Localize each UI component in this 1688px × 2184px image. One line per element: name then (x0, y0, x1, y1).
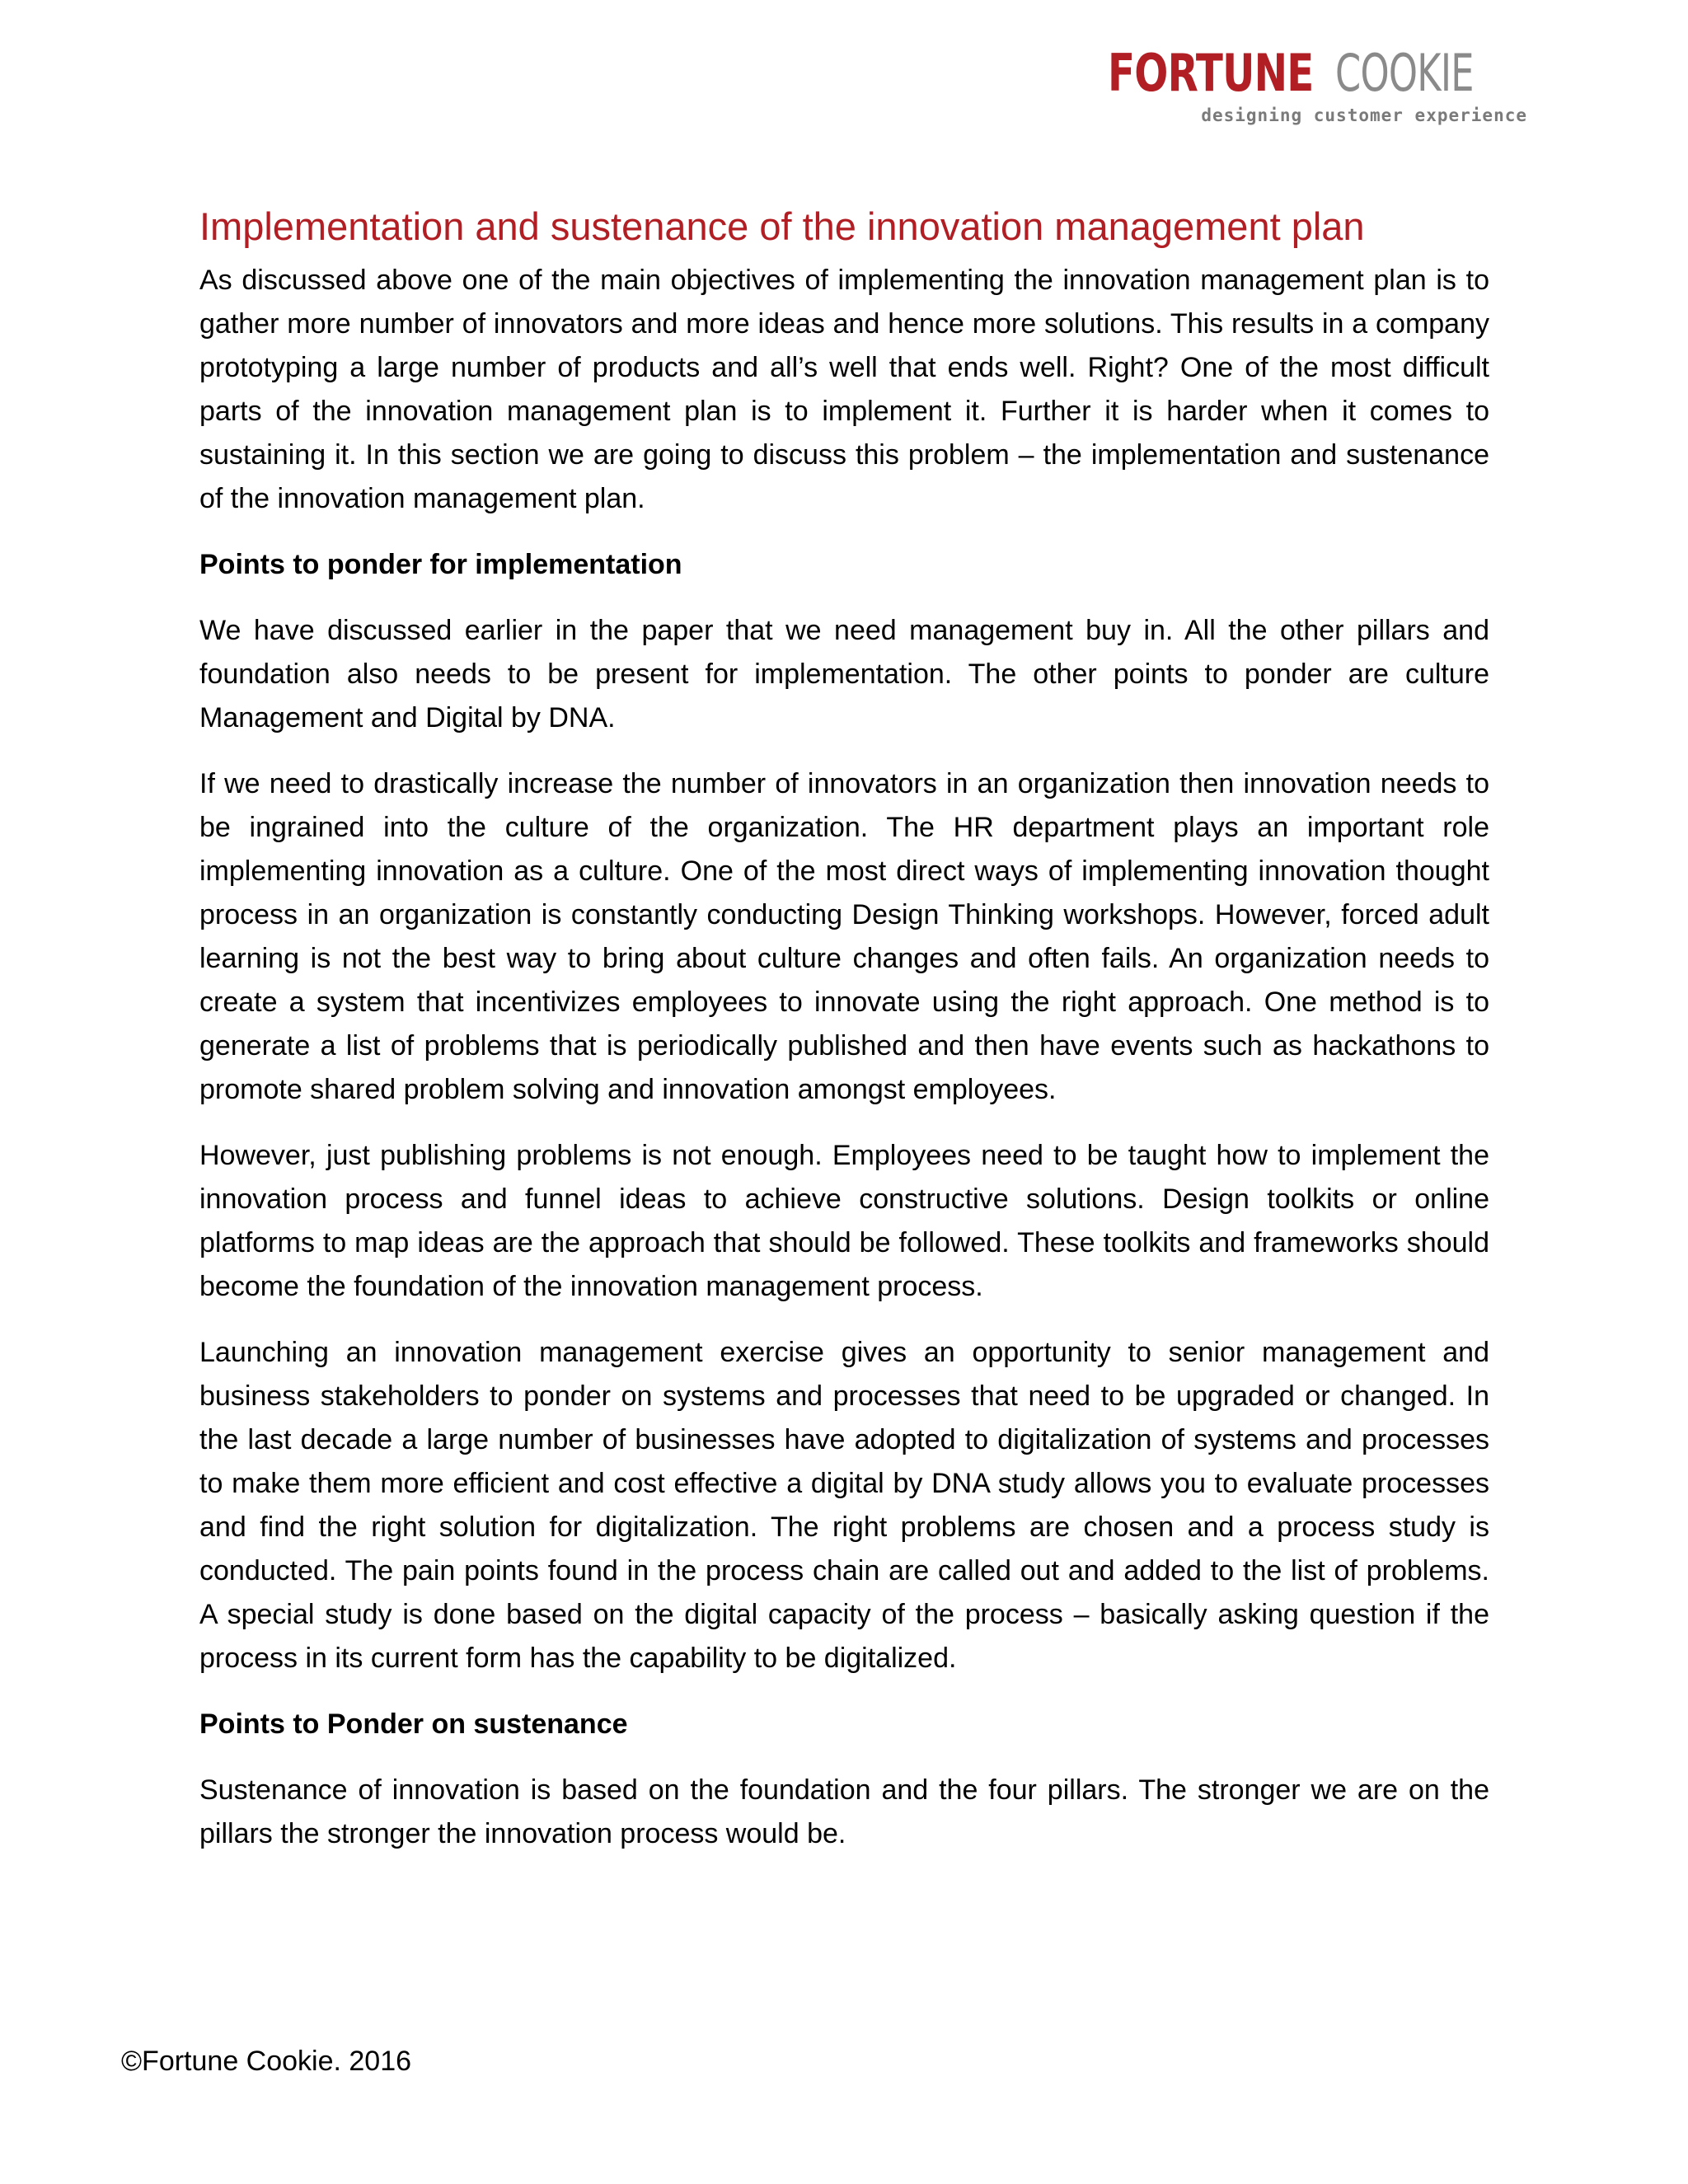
logo-primary-text: FORTUNE (1108, 43, 1314, 103)
page-title: Implementation and sustenance of the innovation management plan (199, 204, 1365, 248)
section-heading-implementation: Points to ponder for implementation (199, 549, 682, 580)
logo-tagline: designing customer experience (1201, 105, 1527, 125)
paragraph: Launching an innovation management exercise gives an opportunity to senior management and business stakeholders to ponder on systems and processes that need to be upgraded or changed. In the last decade a large number of businesses have adopted to digitalization of systems and processes to make them more efficient and cost effective a digital by DNA study allows you to evaluate processes and find the right solution for digitalization. The right problems are chosen and a process study is conducted. The pain points found in the process chain are called out and added to the list of problems. A special study is done based on the digital capacity of the process – basically asking question if the process in its current form has the capability to be digitalized. (199, 1337, 1489, 1674)
paragraph: If we need to drastically increase the number of innovators in an organization then innovation needs to be ingrained into the culture of the organization. The HR department plays an important role implementing innovation as a culture. One of the most direct ways of implementing innovation thought process in an organization is constantly conducting Design Thinking workshops. However, forced adult learning is not the best way to bring about culture changes and often fails. An organization needs to create a system that incentivizes employees to innovate using the right approach. One method is to generate a list of problems that is periodically published and then have events such as hackathons to promote shared problem solving and innovation amongst employees. (199, 768, 1489, 1105)
paragraph: However, just publishing problems is not enough. Employees need to be taught how to implement the innovation process and funnel ideas to achieve constructive solutions. Design toolkits or online platforms to map ideas are the approach that should be followed. These toolkits and frameworks should become the foundation of the innovation management process. (199, 1140, 1489, 1302)
paragraph: Sustenance of innovation is based on the foundation and the four pillars. The stronger we are on the pillars the stronger the innovation process would be. (199, 1774, 1489, 1849)
paragraph: We have discussed earlier in the paper that we need management buy in. All the other pillars and foundation also needs to be present for implementation. The other points to ponder are culture Management and Digital by DNA. (199, 615, 1489, 733)
document-body (199, 203, 1489, 1878)
intro-paragraph: As discussed above one of the main objectives of implementing the innovation management plan is to gather more number of innovators and more ideas and hence more solutions. This results in a company prototyping a large number of products and all’s well that ends well. Right? One of the most difficult parts of the innovation management plan is to implement it. Further it is harder when it comes to sustaining it. In this section we are going to discuss this problem – the implementation and sustenance of the innovation management plan. (199, 265, 1489, 514)
footer-copyright: ©Fortune Cookie. 2016 (121, 2046, 412, 2077)
brand-logo (1108, 43, 1527, 125)
logo-wordmark (1108, 43, 1527, 103)
logo-secondary-text: COOKIE (1334, 43, 1474, 103)
section-heading-sustenance: Points to Ponder on sustenance (199, 1708, 628, 1740)
